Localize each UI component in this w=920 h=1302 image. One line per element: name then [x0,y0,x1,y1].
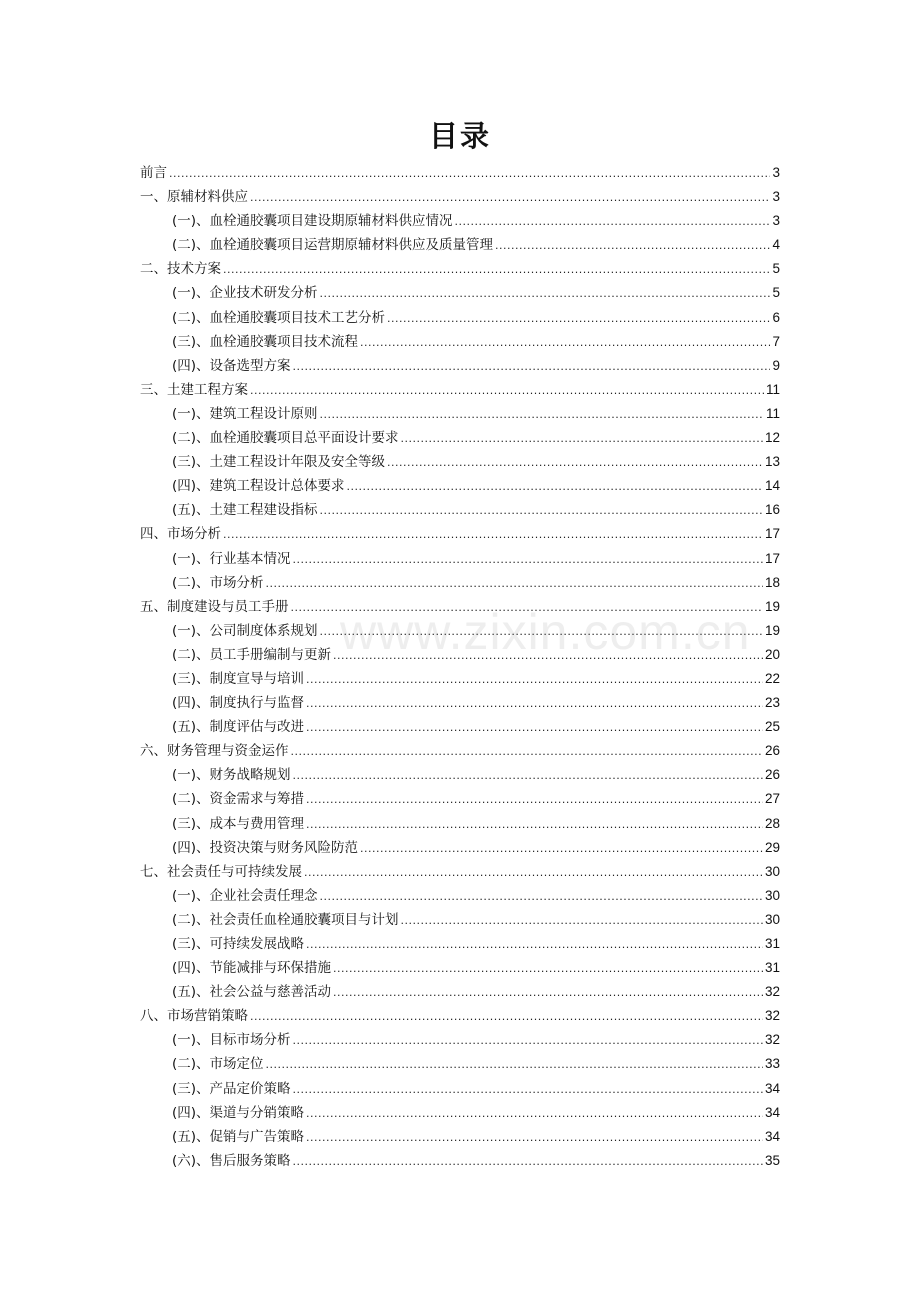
toc-page-number: 3 [772,165,780,180]
toc-subentry[interactable] [140,547,780,571]
toc-entry-label: 一、原辅材料供应 [140,189,248,206]
toc-page-number: 5 [772,285,780,301]
toc-subentry[interactable] [140,1077,780,1101]
toc-page-number: 7 [772,333,780,349]
toc-page-number: 32 [764,984,780,1000]
dot-leader [223,258,770,282]
toc-entry-label: (五)、社会公益与慈善活动 [172,984,332,1001]
toc-subentry[interactable] [140,763,780,787]
toc-page-number: 11 [765,405,780,421]
toc-page-number: 35 [764,1152,780,1168]
dot-leader [293,1150,763,1174]
toc-page-number: 34 [764,1080,780,1096]
toc-entry-label: (一)、行业基本情况 [172,550,291,567]
toc-entry[interactable] [140,257,780,281]
dot-leader [293,764,763,788]
dot-leader [306,1126,763,1150]
toc-page-number: 3 [772,213,780,229]
toc-page-number: 32 [764,1032,780,1048]
dot-leader [333,644,763,668]
toc-subentry[interactable] [140,1028,780,1052]
dot-leader [320,620,763,644]
toc-page-number: 6 [772,309,780,325]
toc-subentry[interactable] [140,619,780,643]
toc-subentry[interactable] [140,884,780,908]
dot-leader [250,186,770,210]
toc-subentry[interactable] [140,715,780,739]
toc-entry-label: (五)、土建工程建设指标 [172,502,318,519]
toc-entry-label: 五、制度建设与员工手册 [140,598,289,615]
toc-page-number: 12 [764,430,780,446]
toc-subentry[interactable] [140,571,780,595]
watermark: www.zixin.com.cn [340,604,751,660]
dot-leader [320,499,763,523]
toc-entry-label: (四)、设备选型方案 [172,357,291,374]
toc-page-number: 5 [772,261,780,277]
toc-page-number: 4 [772,237,780,253]
dot-leader [360,837,763,861]
toc-subentry[interactable] [140,908,780,932]
dot-leader [266,1053,763,1077]
toc-page-number: 14 [764,478,780,494]
toc-page-number: 17 [764,550,780,566]
toc-subentry[interactable] [140,354,780,378]
toc-subentry[interactable] [140,498,780,522]
toc-entry-label: (三)、血栓通胶囊项目技术流程 [172,333,359,350]
dot-leader [387,307,770,331]
toc-page-number: 3 [772,189,780,205]
toc-entry-label: (一)、企业社会责任理念 [172,887,318,904]
toc-entry-label: 三、土建工程方案 [140,381,248,398]
toc-page-number: 25 [764,719,780,735]
dot-leader [347,475,763,499]
toc-entry[interactable] [140,161,780,185]
table-of-contents [140,161,780,1173]
toc-entry-label: 八、市场营销策略 [140,1008,248,1025]
toc-subentry[interactable] [140,980,780,1004]
dot-leader [306,692,763,716]
toc-subentry[interactable] [140,402,780,426]
toc-page-number: 13 [764,454,780,470]
dot-leader [306,716,763,740]
toc-subentry[interactable] [140,474,780,498]
toc-page-number: 11 [765,381,780,397]
dot-leader [333,957,763,981]
dot-leader [291,740,763,764]
toc-entry-label: (二)、血栓通胶囊项目运营期原辅材料供应及质量管理 [172,237,494,254]
toc-subentry[interactable] [140,330,780,354]
toc-page-number: 29 [764,839,780,855]
toc-entry-label: (六)、售后服务策略 [172,1152,291,1169]
toc-subentry[interactable] [140,667,780,691]
toc-page-number: 26 [764,767,780,783]
toc-page-number: 34 [764,1128,780,1144]
toc-entry[interactable] [140,860,780,884]
toc-page-number: 18 [764,574,780,590]
dot-leader [169,162,770,186]
dot-leader [293,548,763,572]
toc-entry-label: (二)、血栓通胶囊项目总平面设计要求 [172,430,399,447]
toc-subentry[interactable] [140,691,780,715]
toc-page-number: 9 [772,357,780,373]
toc-subentry[interactable] [140,209,780,233]
toc-subentry[interactable] [140,1101,780,1125]
toc-page-number: 23 [764,695,780,711]
toc-entry-label: (四)、投资决策与财务风险防范 [172,839,359,856]
toc-page-number: 16 [764,502,780,518]
toc-entry-label: 二、技术方案 [140,261,221,278]
toc-entry-label: (一)、目标市场分析 [172,1032,291,1049]
dot-leader [320,282,771,306]
toc-entry[interactable] [140,522,780,546]
toc-subentry[interactable] [140,956,780,980]
dot-leader [293,1078,763,1102]
toc-entry-label: (三)、土建工程设计年限及安全等级 [172,454,386,471]
dot-leader [333,981,763,1005]
dot-leader [293,1029,763,1053]
dot-leader [306,933,763,957]
toc-entry[interactable] [140,595,780,619]
toc-page-number: 26 [764,743,780,759]
toc-page-number: 31 [764,936,780,951]
toc-entry[interactable] [140,378,780,402]
toc-entry-label: 七、社会责任与可持续发展 [140,863,302,880]
dot-leader [306,813,763,837]
toc-subentry[interactable] [140,306,780,330]
toc-entry-label: (二)、资金需求与筹措 [172,791,305,808]
dot-leader [401,427,763,451]
toc-entry-label: (一)、财务战略规划 [172,767,291,784]
toc-subentry[interactable] [140,1125,780,1149]
toc-subentry[interactable] [140,643,780,667]
toc-subentry[interactable] [140,932,780,956]
toc-page-number: 34 [764,1104,780,1120]
dot-leader [304,861,763,885]
toc-subentry[interactable] [140,450,780,474]
toc-entry-label: (一)、企业技术研发分析 [172,285,318,302]
dot-leader [250,379,764,403]
toc-page-number: 19 [764,598,780,614]
dot-leader [320,885,763,909]
dot-leader [223,523,763,547]
toc-entry-label: (二)、市场定位 [172,1056,264,1073]
toc-entry-label: (三)、成本与费用管理 [172,815,305,832]
toc-page-number: 22 [764,670,780,686]
toc-entry-label: (四)、建筑工程设计总体要求 [172,478,345,495]
dot-leader [320,403,764,427]
dot-leader [495,234,770,258]
dot-leader [306,668,763,692]
toc-subentry[interactable] [140,1052,780,1076]
toc-entry-label: (四)、节能减排与环保措施 [172,960,332,977]
toc-entry[interactable] [140,739,780,763]
toc-entry-label: (五)、促销与广告策略 [172,1128,305,1145]
toc-page-number: 19 [764,622,780,638]
toc-page-number: 28 [764,815,780,831]
toc-page-number: 27 [764,791,780,807]
toc-page-number: 20 [764,646,780,662]
dot-leader [291,596,763,620]
toc-entry-label: (一)、血栓通胶囊项目建设期原辅材料供应情况 [172,213,453,230]
toc-entry-label: (三)、制度宣导与培训 [172,670,305,687]
toc-page-number: 30 [764,863,780,879]
page-title: 目录 [428,119,491,153]
toc-entry-label: (三)、可持续发展战略 [172,936,305,952]
toc-page-number: 32 [764,1008,780,1024]
toc-page-number: 30 [764,887,780,903]
dot-leader [387,451,763,475]
dot-leader [293,355,771,379]
toc-entry-label: 前言 [140,165,167,181]
toc-subentry[interactable] [140,281,780,305]
toc-entry-label: (三)、产品定价策略 [172,1080,291,1097]
toc-entry-label: (二)、社会责任血栓通胶囊项目与计划 [172,911,399,928]
toc-entry-label: 四、市场分析 [140,526,221,543]
dot-leader [306,788,763,812]
toc-page-number: 17 [764,526,780,542]
toc-subentry[interactable] [140,812,780,836]
toc-entry-label: (二)、员工手册编制与更新 [172,646,332,663]
dot-leader [250,1005,763,1029]
toc-subentry[interactable] [140,233,780,257]
dot-leader [306,1102,763,1126]
toc-entry-label: (四)、渠道与分销策略 [172,1104,305,1121]
toc-subentry[interactable] [140,426,780,450]
dot-leader [266,572,763,596]
toc-subentry[interactable] [140,836,780,860]
toc-entry-label: (一)、建筑工程设计原则 [172,405,318,422]
toc-entry[interactable] [140,1004,780,1028]
toc-subentry[interactable] [140,787,780,811]
toc-entry[interactable] [140,185,780,209]
toc-entry-label: (二)、血栓通胶囊项目技术工艺分析 [172,309,386,326]
toc-entry-label: (四)、制度执行与监督 [172,695,305,712]
dot-leader [401,909,763,933]
toc-page-number: 33 [764,1056,780,1072]
toc-entry-label: (二)、市场分析 [172,574,264,591]
toc-subentry[interactable] [140,1149,780,1173]
toc-entry-label: 六、财务管理与资金运作 [140,743,289,760]
toc-entry-label: (一)、公司制度体系规划 [172,622,318,639]
toc-page-number: 30 [764,911,780,927]
toc-entry-label: (五)、制度评估与改进 [172,719,305,736]
dot-leader [455,210,771,234]
toc-page-number: 31 [764,960,780,976]
dot-leader [360,331,770,355]
